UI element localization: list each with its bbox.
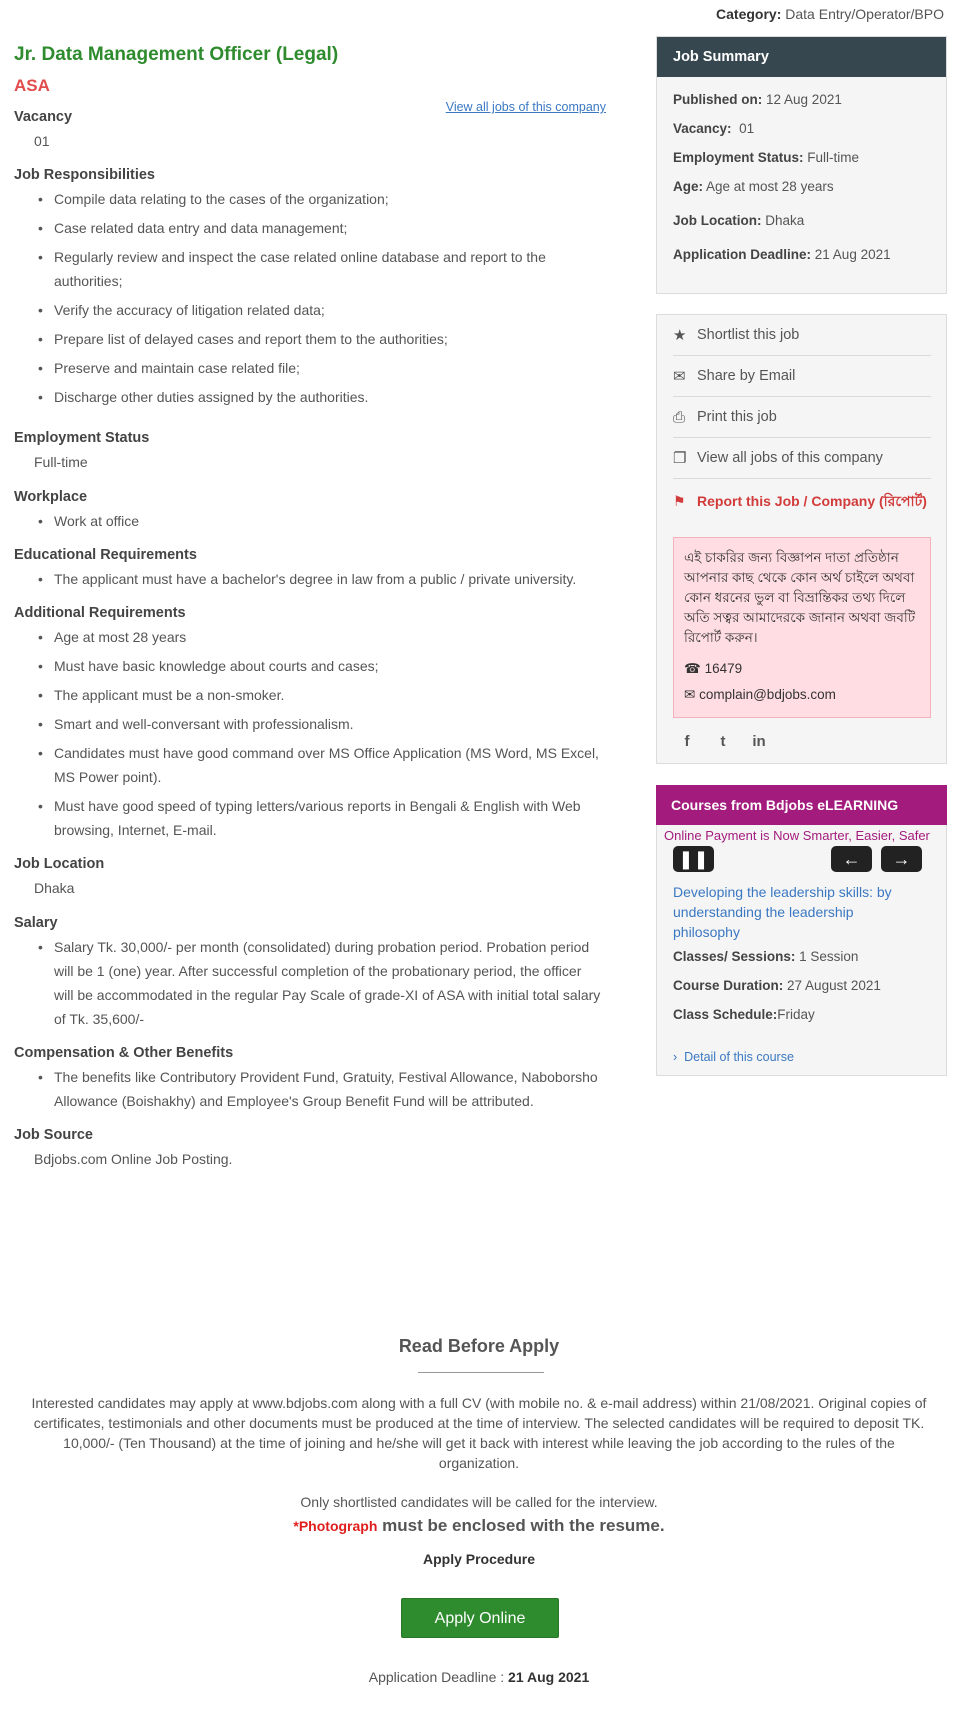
salary-list [14,935,614,1031]
list-item: • Case related data entry and data management; [54,216,614,240]
courses-heading: Courses from Bdjobs eLEARNING [656,785,947,825]
hotline: ☎ 16479 [684,661,743,676]
shortlist-note: Only shortlisted candidates will be called for the interview. [300,1494,658,1510]
location-value: Dhaka [34,880,75,896]
view-all-jobs-button[interactable]: ❐ View all jobs of this company [673,438,931,479]
responsibilities-list [14,187,614,409]
photograph-note: *Photograph must be enclosed with the resume. [293,1516,665,1535]
additional-heading: Additional Requirements [14,605,186,621]
copy-icon: ❐ [673,450,687,467]
vacancy-value: 01 [34,133,50,149]
job-details [14,44,614,1167]
workplace-heading: Workplace [14,489,88,505]
vacancy-section [14,109,614,149]
list-item: • The benefits like Contributory Provident Fund, Gratuity, Festival Allowance, Naboborsho Allowance (Boishakhy) and Employee's Group Benefit Fund will be attributed. [54,1065,614,1113]
linkedin-icon[interactable]: in [752,733,766,750]
education-section [14,547,614,591]
list-item: • Preserve and maintain case related file; [54,356,614,380]
job-category [716,6,944,22]
benefits-heading: Compensation & Other Benefits [14,1045,234,1061]
employment-status-value: Full-time [34,454,88,470]
warning-text: এই চাকরির জন্য বিজ্ঞাপন দাতা প্রতিষ্ঠান আপনার কাছ থেকে কোন অর্থ চাইলে অথবা কোন ধরনের ভুল বা বিভ্রান্তিকর তথ্য দিলে অতি সত্বর আমাদেরকে জানান অথবা জবটি রিপোর্ট করুন। [684,550,916,645]
salary-section [14,915,614,1031]
list-item: • Must have basic knowledge about courts and cases; [54,654,614,678]
list-item: • Smart and well-conversant with professionalism. [54,712,614,736]
job-summary-heading: Job Summary [657,37,946,77]
summary-employment-status: Employment Status: Full-time [673,150,860,165]
workplace-section [14,489,614,533]
benefits-list [14,1065,614,1113]
facebook-icon[interactable]: f [684,733,690,750]
course-schedule: Class Schedule:Friday [673,1007,815,1022]
view-all-jobs-link[interactable]: View all jobs of this company [445,100,606,114]
list-item: • The applicant must have a bachelor's degree in law from a public / private university. [54,567,614,591]
list-item: • Age at most 28 years [54,625,614,649]
list-item: • Prepare list of delayed cases and report them to the authorities; [54,327,614,351]
divider [418,1372,544,1373]
category-value: Data Entry/Operator/BPO [785,6,944,22]
workplace-list [14,509,614,533]
apply-online-button[interactable]: Apply Online [401,1598,559,1638]
job-title: Jr. Data Management Officer (Legal) [14,44,339,65]
print-job-button[interactable]: ⎙ Print this job [673,397,931,438]
star-icon: ★ [673,327,687,344]
list-item: • Work at office [54,509,614,533]
source-heading: Job Source [14,1127,93,1143]
list-item: • Regularly review and inspect the case related online database and report to the authorities; [54,245,614,293]
summary-location: Job Location: Dhaka [673,213,805,228]
employment-status-heading: Employment Status [14,430,150,446]
course-classes: Classes/ Sessions: 1 Session [673,949,859,964]
vacancy-heading: Vacancy [14,109,73,125]
course-duration: Course Duration: 27 August 2021 [673,978,881,993]
job-actions-panel [656,314,947,764]
responsibilities-heading: Job Responsibilities [14,167,155,183]
flag-icon: ⚑ [673,493,686,509]
pause-button[interactable]: ❚❚ [673,846,714,872]
education-heading: Educational Requirements [14,547,197,563]
education-list [14,567,614,591]
apply-procedure-heading: Apply Procedure [422,1551,536,1567]
courses-panel [656,785,947,1076]
job-summary-panel [656,36,947,294]
report-job-button[interactable]: ⚑ Report this Job / Company (রিপোর্ট) [673,493,927,509]
source-value: Bdjobs.com Online Job Posting. [34,1151,233,1167]
source-section [14,1127,614,1167]
category-label: Category: [716,6,782,22]
list-item: • The applicant must be a non-smoker. [54,683,614,707]
read-before-apply-body: Interested candidates may apply at www.bdjobs.com along with a full CV (with mobile no. & e-mail address) within 21/08/2021. Original copies of certificates, testimonials and other documents must be produced at the time of interview. The selected candidates will be required to deposit TK. 10,000/- (Ten Thousand) at the time of joining and he/she will get it back with interest while leaving the job according to the rules of the organization. [31,1395,927,1471]
salary-heading: Salary [14,915,58,931]
benefits-section [14,1045,614,1113]
list-item: • Discharge other duties assigned by the authorities. [54,385,614,409]
list-item: • Must have good speed of typing letters/various reports in Bengali & English with Web browsing, Internet, E-mail. [54,794,614,842]
summary-deadline: Application Deadline: 21 Aug 2021 [673,247,891,262]
fraud-warning [673,537,931,718]
envelope-icon: ✉ [684,687,696,702]
next-button[interactable]: → [881,846,922,872]
shortlist-job-button[interactable]: ★ Shortlist this job [673,315,931,356]
summary-age: Age: Age at most 28 years [673,179,834,194]
prev-button[interactable]: ← [831,846,872,872]
employment-status-section [14,430,614,470]
list-item: • Salary Tk. 30,000/- per month (consolidated) during probation period. Probation period will be 1 (one) year. After successful completion of the probationary period, the officer will be accommodated in the regular Pay Scale of grade-XI of ASA with initial total salary of Tk. 35,600/- [54,935,614,1031]
twitter-icon[interactable]: t [720,733,726,750]
list-item: • Verify the accuracy of litigation related data; [54,298,614,322]
share-email-button[interactable]: ✉ Share by Email [673,356,931,397]
summary-vacancy: Vacancy: 01 [673,121,755,136]
complain-email[interactable]: ✉ complain@bdjobs.com [684,687,836,702]
responsibilities-section [14,167,614,409]
read-before-apply-heading: Read Before Apply [398,1336,560,1356]
envelope-icon: ✉ [673,368,686,385]
location-heading: Job Location [14,856,105,872]
summary-published: Published on: 12 Aug 2021 [673,92,842,107]
list-item: • Compile data relating to the cases of the organization; [54,187,614,211]
marquee-text: Online Payment is Now Smarter, Easier, Safer [664,828,930,843]
application-deadline: Application Deadline : 21 Aug 2021 [368,1669,590,1685]
course-detail-link[interactable]: › Detail of this course [673,1050,794,1064]
additional-section [14,605,614,842]
list-item: • Candidates must have good command over MS Office Application (MS Word, MS Excel, MS Power point). [54,741,614,789]
printer-icon: ⎙ [673,408,686,426]
phone-icon: ☎ [684,661,701,676]
social-share [679,733,767,750]
course-title-link[interactable]: Developing the leadership skills: by understanding the leadership philosophy [673,884,892,940]
company-name[interactable]: ASA [14,76,50,95]
additional-list [14,625,614,842]
location-section [14,856,614,896]
chevron-right-icon: › [673,1050,678,1064]
